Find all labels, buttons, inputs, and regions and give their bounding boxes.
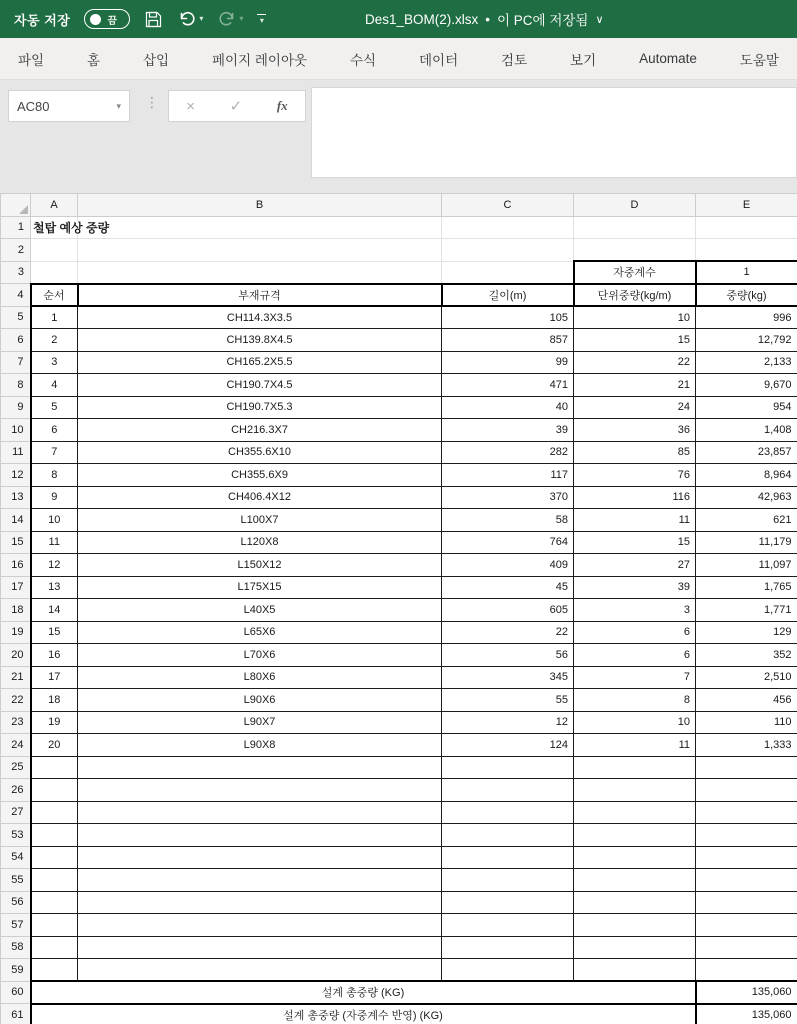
- cell-A14[interactable]: 10: [31, 509, 78, 532]
- row-header-21[interactable]: 21: [1, 666, 31, 689]
- cancel-icon[interactable]: ×: [186, 97, 196, 115]
- save-button[interactable]: [144, 10, 163, 29]
- cell-E54[interactable]: [696, 846, 797, 869]
- cell-C2[interactable]: [442, 239, 574, 262]
- cell-B55[interactable]: [78, 869, 442, 892]
- cell-C1[interactable]: [442, 216, 574, 239]
- cell-A8[interactable]: 4: [31, 374, 78, 397]
- cell-D57[interactable]: [574, 914, 696, 937]
- row-header-58[interactable]: 58: [1, 936, 31, 959]
- cell-C11[interactable]: 282: [442, 441, 574, 464]
- cell-A54[interactable]: [31, 846, 78, 869]
- redo-icon: [217, 9, 237, 29]
- save-icon: [144, 10, 163, 29]
- ribbon-tab-bar: [0, 38, 797, 80]
- cell-D9[interactable]: 24: [574, 396, 696, 419]
- cell-C54[interactable]: [442, 846, 574, 869]
- cell-B18[interactable]: L40X5: [78, 599, 442, 622]
- formula-bar-area: [0, 80, 797, 193]
- cell-E58[interactable]: [696, 936, 797, 959]
- cell-E1[interactable]: [696, 216, 797, 239]
- cell-D56[interactable]: [574, 891, 696, 914]
- cell-A26[interactable]: [31, 779, 78, 802]
- cell-D59[interactable]: [574, 959, 696, 982]
- cell-D55[interactable]: [574, 869, 696, 892]
- cell-B24[interactable]: L90X8: [78, 734, 442, 757]
- ribbon-tab-3[interactable]: 페이지 레이아웃: [212, 52, 308, 68]
- row-header-9[interactable]: 9: [1, 396, 31, 419]
- cell-E4-header[interactable]: 중량(kg): [696, 284, 797, 307]
- cell-E8[interactable]: 9,670: [696, 374, 797, 397]
- more-caret-icon: ▾: [259, 15, 264, 25]
- cell-D10[interactable]: 36: [574, 419, 696, 442]
- cell-D53[interactable]: [574, 824, 696, 847]
- cell-A17[interactable]: 13: [31, 576, 78, 599]
- cell-B54[interactable]: [78, 846, 442, 869]
- cell-D27[interactable]: [574, 801, 696, 824]
- row-header-26[interactable]: 26: [1, 779, 31, 802]
- cell-B8[interactable]: CH190.7X4.5: [78, 374, 442, 397]
- autosave-state: 끔: [107, 15, 118, 27]
- separator-dots-icon: ⋮: [145, 94, 159, 110]
- document-title: Des1_BOM(2).xlsx: [365, 11, 479, 27]
- ribbon-tab-5[interactable]: 데이터: [418, 52, 459, 68]
- cell-E13[interactable]: 42,963: [696, 486, 797, 509]
- row-header-18[interactable]: 18: [1, 599, 31, 622]
- cell-D26[interactable]: [574, 779, 696, 802]
- select-all-corner[interactable]: [1, 194, 31, 217]
- cell-D22[interactable]: 8: [574, 689, 696, 712]
- cell-D58[interactable]: [574, 936, 696, 959]
- cell-E10[interactable]: 1,408: [696, 419, 797, 442]
- cell-B25[interactable]: [78, 756, 442, 779]
- ribbon-tab-2[interactable]: 삽입: [142, 52, 170, 68]
- cell-E57[interactable]: [696, 914, 797, 937]
- cell-D7[interactable]: 22: [574, 351, 696, 374]
- cell-E5[interactable]: 996: [696, 306, 797, 329]
- cell-E56[interactable]: [696, 891, 797, 914]
- cell-C3[interactable]: [442, 261, 574, 284]
- overline-icon: [257, 14, 266, 15]
- cell-A9[interactable]: 5: [31, 396, 78, 419]
- cell-D2[interactable]: [574, 239, 696, 262]
- cell-C4-header[interactable]: 길이(m): [442, 284, 574, 307]
- ribbon-tab-9[interactable]: 도움말: [739, 52, 779, 68]
- cell-C8[interactable]: 471: [442, 374, 574, 397]
- cell-D1[interactable]: [574, 216, 696, 239]
- undo-button[interactable]: [177, 9, 203, 29]
- row-header-15[interactable]: 15: [1, 531, 31, 554]
- cell-B6[interactable]: CH139.8X4.5: [78, 329, 442, 352]
- column-header-E[interactable]: E: [696, 194, 797, 217]
- cell-A24[interactable]: 20: [31, 734, 78, 757]
- cell-C23[interactable]: 12: [442, 711, 574, 734]
- cell-C15[interactable]: 764: [442, 531, 574, 554]
- cell-C9[interactable]: 40: [442, 396, 574, 419]
- row-header-59[interactable]: 59: [1, 959, 31, 982]
- document-title-area[interactable]: [365, 0, 604, 38]
- row-header-13[interactable]: 13: [1, 486, 31, 509]
- cell-B7[interactable]: CH165.2X5.5: [78, 351, 442, 374]
- cell-D16[interactable]: 27: [574, 554, 696, 577]
- cell-A19[interactable]: 15: [31, 621, 78, 644]
- cell-C58[interactable]: [442, 936, 574, 959]
- cell-D18[interactable]: 3: [574, 599, 696, 622]
- cell-C6[interactable]: 857: [442, 329, 574, 352]
- cell-D4-header[interactable]: 단위중량(kg/m): [574, 284, 696, 307]
- ribbon-tab-0[interactable]: 파일: [18, 52, 45, 68]
- cell-C56[interactable]: [442, 891, 574, 914]
- cell-A61-total-label[interactable]: 설계 총중량 (자중계수 반영) (KG): [31, 1004, 696, 1024]
- redo-dropdown-icon: ▾: [239, 14, 244, 23]
- cell-E24[interactable]: 1,333: [696, 734, 797, 757]
- cell-C14[interactable]: 58: [442, 509, 574, 532]
- row-header-16[interactable]: 16: [1, 554, 31, 577]
- cell-A5[interactable]: 1: [31, 306, 78, 329]
- row-header-54[interactable]: 54: [1, 846, 31, 869]
- row-header-8[interactable]: 8: [1, 374, 31, 397]
- enter-icon[interactable]: ✓: [229, 98, 243, 115]
- cell-D13[interactable]: 116: [574, 486, 696, 509]
- cell-B26[interactable]: [78, 779, 442, 802]
- cell-A3[interactable]: [31, 261, 78, 284]
- row-header-10[interactable]: 10: [1, 419, 31, 442]
- cell-A21[interactable]: 17: [31, 666, 78, 689]
- undo-icon: [177, 9, 197, 29]
- row-header-19[interactable]: 19: [1, 621, 31, 644]
- name-box-value: AC80: [17, 98, 50, 114]
- cell-D25[interactable]: [574, 756, 696, 779]
- cell-B23[interactable]: L90X7: [78, 711, 442, 734]
- cell-E21[interactable]: 2,510: [696, 666, 797, 689]
- cell-C21[interactable]: 345: [442, 666, 574, 689]
- cell-A25[interactable]: [31, 756, 78, 779]
- toggle-knob-icon: [90, 14, 101, 25]
- cell-C22[interactable]: 55: [442, 689, 574, 712]
- cell-B21[interactable]: L80X6: [78, 666, 442, 689]
- ribbon-tab-4[interactable]: 수식: [349, 52, 377, 68]
- cell-D15[interactable]: 15: [574, 531, 696, 554]
- column-header-D[interactable]: D: [574, 194, 696, 217]
- row-header-57[interactable]: 57: [1, 914, 31, 937]
- cell-B58[interactable]: [78, 936, 442, 959]
- row-header-56[interactable]: 56: [1, 891, 31, 914]
- cell-D8[interactable]: 21: [574, 374, 696, 397]
- cell-E25[interactable]: [696, 756, 797, 779]
- row-header-61[interactable]: 61: [1, 1004, 31, 1024]
- cell-E15[interactable]: 11,179: [696, 531, 797, 554]
- cell-A7[interactable]: 3: [31, 351, 78, 374]
- row-header-55[interactable]: 55: [1, 869, 31, 892]
- cell-A2[interactable]: [31, 239, 78, 262]
- cell-C16[interactable]: 409: [442, 554, 574, 577]
- cell-E55[interactable]: [696, 869, 797, 892]
- cell-A10[interactable]: 6: [31, 419, 78, 442]
- row-header-11[interactable]: 11: [1, 441, 31, 464]
- cell-E16[interactable]: 11,097: [696, 554, 797, 577]
- row-header-1[interactable]: 1: [1, 216, 31, 239]
- cell-E12[interactable]: 8,964: [696, 464, 797, 487]
- row-header-17[interactable]: 17: [1, 576, 31, 599]
- cell-E17[interactable]: 1,765: [696, 576, 797, 599]
- cell-C53[interactable]: [442, 824, 574, 847]
- cell-E27[interactable]: [696, 801, 797, 824]
- cell-A57[interactable]: [31, 914, 78, 937]
- cell-A18[interactable]: 14: [31, 599, 78, 622]
- cell-B17[interactable]: L175X15: [78, 576, 442, 599]
- cell-A6[interactable]: 2: [31, 329, 78, 352]
- spreadsheet-grid: [0, 193, 797, 1024]
- cell-D19[interactable]: 6: [574, 621, 696, 644]
- cell-B53[interactable]: [78, 824, 442, 847]
- cell-C26[interactable]: [442, 779, 574, 802]
- title-bar: [0, 0, 797, 38]
- name-box-dropdown-icon[interactable]: ▾: [116, 100, 121, 111]
- cell-D24[interactable]: 11: [574, 734, 696, 757]
- row-header-20[interactable]: 20: [1, 644, 31, 667]
- cell-C20[interactable]: 56: [442, 644, 574, 667]
- cell-E26[interactable]: [696, 779, 797, 802]
- cell-C13[interactable]: 370: [442, 486, 574, 509]
- cell-A23[interactable]: 19: [31, 711, 78, 734]
- cell-B10[interactable]: CH216.3X7: [78, 419, 442, 442]
- title-chevron-icon[interactable]: ∨: [595, 13, 604, 26]
- cell-E14[interactable]: 621: [696, 509, 797, 532]
- ribbon-tab-6[interactable]: 검토: [501, 52, 528, 68]
- ribbon-tab-1[interactable]: 홈: [87, 52, 101, 68]
- cell-D12[interactable]: 76: [574, 464, 696, 487]
- cell-A12[interactable]: 8: [31, 464, 78, 487]
- row-header-60[interactable]: 60: [1, 981, 31, 1004]
- redo-button[interactable]: [217, 9, 243, 29]
- cell-E60-total-value[interactable]: 135,060: [696, 981, 797, 1004]
- row-header-53[interactable]: 53: [1, 824, 31, 847]
- select-all-triangle-icon: [19, 205, 28, 214]
- row-header-24[interactable]: 24: [1, 734, 31, 757]
- cell-D20[interactable]: 6: [574, 644, 696, 667]
- cell-C55[interactable]: [442, 869, 574, 892]
- cell-A15[interactable]: 11: [31, 531, 78, 554]
- cell-B11[interactable]: CH355.6X10: [78, 441, 442, 464]
- cell-B16[interactable]: L150X12: [78, 554, 442, 577]
- cell-A60-total-label[interactable]: 설계 총중량 (KG): [31, 981, 696, 1004]
- cell-D5[interactable]: 10: [574, 306, 696, 329]
- column-header-C[interactable]: C: [442, 194, 574, 217]
- cell-C19[interactable]: 22: [442, 621, 574, 644]
- cell-E59[interactable]: [696, 959, 797, 982]
- cell-B15[interactable]: L120X8: [78, 531, 442, 554]
- cell-B59[interactable]: [78, 959, 442, 982]
- ribbon-tab-8[interactable]: Automate: [639, 51, 697, 66]
- cell-C7[interactable]: 99: [442, 351, 574, 374]
- column-header-A[interactable]: A: [31, 194, 78, 217]
- cell-B22[interactable]: L90X6: [78, 689, 442, 712]
- cell-C17[interactable]: 45: [442, 576, 574, 599]
- autosave-toggle[interactable]: [84, 9, 130, 29]
- cell-E22[interactable]: 456: [696, 689, 797, 712]
- row-header-7[interactable]: 7: [1, 351, 31, 374]
- cell-B19[interactable]: L65X6: [78, 621, 442, 644]
- cell-C59[interactable]: [442, 959, 574, 982]
- cell-E3-coefficient-value[interactable]: 1: [696, 261, 797, 284]
- cell-D17[interactable]: 39: [574, 576, 696, 599]
- cell-B5[interactable]: CH114.3X3.5: [78, 306, 442, 329]
- row-header-25[interactable]: 25: [1, 756, 31, 779]
- cell-A56[interactable]: [31, 891, 78, 914]
- cell-B12[interactable]: CH355.6X9: [78, 464, 442, 487]
- insert-function-icon[interactable]: fx: [276, 98, 288, 113]
- cell-E53[interactable]: [696, 824, 797, 847]
- cell-B27[interactable]: [78, 801, 442, 824]
- cell-D23[interactable]: 10: [574, 711, 696, 734]
- formula-button-group: [168, 90, 306, 122]
- cell-B14[interactable]: L100X7: [78, 509, 442, 532]
- cell-A20[interactable]: 16: [31, 644, 78, 667]
- cell-A27[interactable]: [31, 801, 78, 824]
- cell-C25[interactable]: [442, 756, 574, 779]
- cell-A11[interactable]: 7: [31, 441, 78, 464]
- row-header-3[interactable]: 3: [1, 261, 31, 284]
- title-bullet: •: [485, 11, 491, 27]
- cell-A22[interactable]: 18: [31, 689, 78, 712]
- cell-E2[interactable]: [696, 239, 797, 262]
- undo-dropdown-icon[interactable]: ▾: [199, 14, 204, 23]
- row-header-12[interactable]: 12: [1, 464, 31, 487]
- cell-C24[interactable]: 124: [442, 734, 574, 757]
- name-box[interactable]: [8, 90, 130, 122]
- cell-E61-total-value[interactable]: 135,060: [696, 1004, 797, 1024]
- cell-E9[interactable]: 954: [696, 396, 797, 419]
- cell-D54[interactable]: [574, 846, 696, 869]
- cell-C12[interactable]: 117: [442, 464, 574, 487]
- cell-E20[interactable]: 352: [696, 644, 797, 667]
- cell-B20[interactable]: L70X6: [78, 644, 442, 667]
- cell-E23[interactable]: 110: [696, 711, 797, 734]
- cell-D14[interactable]: 11: [574, 509, 696, 532]
- cell-E19[interactable]: 129: [696, 621, 797, 644]
- cell-A1[interactable]: [31, 216, 110, 239]
- cell-B2[interactable]: [78, 239, 442, 262]
- cell-A16[interactable]: 12: [31, 554, 78, 577]
- column-header-B[interactable]: B: [78, 194, 442, 217]
- cell-B57[interactable]: [78, 914, 442, 937]
- cell-E11[interactable]: 23,857: [696, 441, 797, 464]
- cell-C57[interactable]: [442, 914, 574, 937]
- row-header-22[interactable]: 22: [1, 689, 31, 712]
- cell-D6[interactable]: 15: [574, 329, 696, 352]
- cell-A13[interactable]: 9: [31, 486, 78, 509]
- cell-D11[interactable]: 85: [574, 441, 696, 464]
- row-header-14[interactable]: 14: [1, 509, 31, 532]
- row-header-23[interactable]: 23: [1, 711, 31, 734]
- cell-A55[interactable]: [31, 869, 78, 892]
- save-status: 이 PC에 저장됨: [497, 13, 589, 28]
- cell-C5[interactable]: 105: [442, 306, 574, 329]
- cell-B3[interactable]: [78, 261, 442, 284]
- cell-A53[interactable]: [31, 824, 78, 847]
- cell-A59[interactable]: [31, 959, 78, 982]
- cell-E7[interactable]: 2,133: [696, 351, 797, 374]
- cell-B56[interactable]: [78, 891, 442, 914]
- cell-B1[interactable]: [78, 216, 442, 239]
- cell-D21[interactable]: 7: [574, 666, 696, 689]
- row-header-2[interactable]: 2: [1, 239, 31, 262]
- customize-quick-access-button[interactable]: [257, 14, 266, 25]
- cell-B4-header[interactable]: 부재규격: [78, 284, 442, 307]
- cell-B13[interactable]: CH406.4X12: [78, 486, 442, 509]
- autosave-label: 자동 저장: [14, 12, 71, 28]
- cell-E6[interactable]: 12,792: [696, 329, 797, 352]
- cell-A58[interactable]: [31, 936, 78, 959]
- ribbon-tab-7[interactable]: 보기: [570, 52, 597, 68]
- cell-C18[interactable]: 605: [442, 599, 574, 622]
- cell-A4-header[interactable]: 순서: [31, 284, 78, 307]
- row-header-5[interactable]: 5: [1, 306, 31, 329]
- cell-C27[interactable]: [442, 801, 574, 824]
- cell-C10[interactable]: 39: [442, 419, 574, 442]
- cell-E18[interactable]: 1,771: [696, 599, 797, 622]
- row-header-4[interactable]: 4: [1, 284, 31, 307]
- formula-input[interactable]: [311, 87, 797, 178]
- row-header-6[interactable]: 6: [1, 329, 31, 352]
- cell-B9[interactable]: CH190.7X5.3: [78, 396, 442, 419]
- cell-D3-coefficient-label[interactable]: 자중계수: [574, 261, 696, 284]
- row-header-27[interactable]: 27: [1, 801, 31, 824]
- sheet-title: 철탑 예상 중량: [33, 221, 117, 235]
